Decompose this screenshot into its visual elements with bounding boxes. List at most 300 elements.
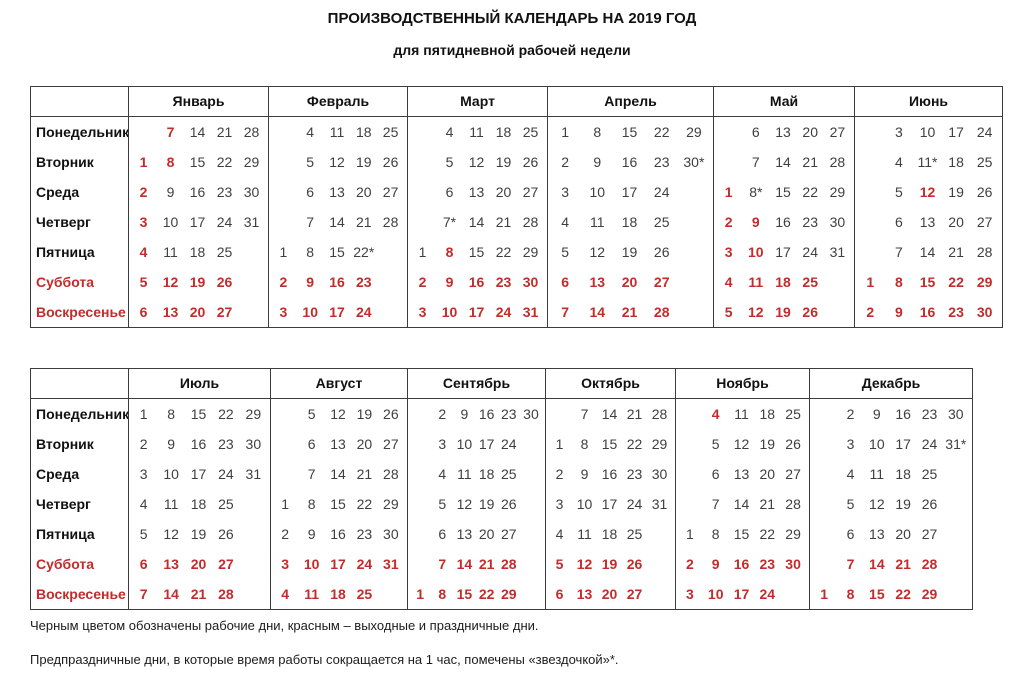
day-cell: 10 bbox=[441, 304, 458, 320]
month-header-row bbox=[31, 369, 972, 399]
weekday-label: Суббота bbox=[36, 274, 95, 290]
day-cell: 1 bbox=[418, 244, 427, 260]
month-header: Май bbox=[713, 87, 854, 116]
day-cell: 29 bbox=[245, 406, 262, 422]
empty-day-cell bbox=[270, 177, 297, 207]
empty-day-cell bbox=[678, 297, 710, 327]
day-cell: 15 bbox=[919, 274, 936, 290]
empty-day-cell bbox=[409, 459, 431, 489]
day-cell: 28 bbox=[382, 214, 399, 230]
day-cell: 27 bbox=[976, 214, 993, 230]
day-cell: 31 bbox=[245, 466, 262, 482]
month-week-cells bbox=[270, 429, 407, 459]
month-week-cells bbox=[854, 207, 1002, 237]
month-week-cells bbox=[713, 297, 854, 327]
day-cell: 14 bbox=[329, 214, 345, 230]
month-week-cells bbox=[809, 489, 972, 519]
day-cell: 18 bbox=[948, 154, 964, 170]
day-cell: 9 bbox=[460, 406, 469, 422]
month-week-cells bbox=[675, 489, 809, 519]
month-week-cells bbox=[128, 489, 270, 519]
day-cell: 20 bbox=[601, 586, 618, 602]
month-week-cells bbox=[128, 549, 270, 579]
day-cell: 29 bbox=[785, 526, 801, 542]
day-cell: 22* bbox=[353, 244, 375, 260]
day-cell: 21 bbox=[802, 154, 818, 170]
month-week-cells bbox=[407, 519, 545, 549]
weekday-row bbox=[31, 147, 1002, 177]
day-cell: 13 bbox=[733, 466, 750, 482]
day-cell: 26 bbox=[218, 526, 234, 542]
day-cell: 16 bbox=[775, 214, 791, 230]
empty-day-cell bbox=[240, 489, 267, 519]
day-cell: 15 bbox=[189, 154, 206, 170]
day-cell: 16 bbox=[919, 304, 936, 320]
day-cell: 2 bbox=[139, 436, 148, 452]
empty-day-cell bbox=[409, 519, 431, 549]
day-cell: 2 bbox=[555, 466, 564, 482]
day-cell: 16 bbox=[468, 274, 485, 290]
empty-day-cell bbox=[943, 549, 969, 579]
day-cell: 14 bbox=[189, 124, 206, 140]
day-cell: 16 bbox=[190, 436, 207, 452]
day-cell: 21 bbox=[190, 586, 207, 602]
day-cell: 23 bbox=[626, 466, 643, 482]
day-cell: 14 bbox=[919, 244, 936, 260]
day-cell: 12 bbox=[733, 436, 750, 452]
day-cell: 8* bbox=[749, 184, 763, 200]
day-cell: 24 bbox=[356, 556, 373, 572]
day-cell: 25 bbox=[216, 244, 233, 260]
month-week-cells bbox=[407, 237, 547, 267]
day-cell: 22 bbox=[802, 184, 818, 200]
day-cell: 10 bbox=[302, 304, 318, 320]
day-cell: 25 bbox=[500, 466, 517, 482]
day-cell: 7 bbox=[166, 124, 175, 140]
weekday-row bbox=[31, 549, 972, 579]
day-cell: 6 bbox=[139, 556, 148, 572]
day-cell: 25 bbox=[802, 274, 818, 290]
day-cell: 26 bbox=[976, 184, 993, 200]
day-cell: 30 bbox=[829, 214, 846, 230]
day-cell: 7 bbox=[438, 556, 447, 572]
weekday-label: Вторник bbox=[36, 436, 94, 452]
day-cell: 13 bbox=[163, 556, 179, 572]
day-cell: 18 bbox=[775, 274, 791, 290]
day-cell: 26 bbox=[522, 154, 539, 170]
day-cell: 11 bbox=[457, 466, 472, 482]
day-cell: 8 bbox=[166, 154, 175, 170]
day-cell: 8 bbox=[167, 406, 175, 422]
month-week-cells bbox=[407, 429, 545, 459]
day-cell: 15 bbox=[329, 244, 345, 260]
day-cell: 30 bbox=[243, 184, 260, 200]
day-cell: 25 bbox=[976, 154, 993, 170]
day-cell: 3 bbox=[438, 436, 447, 452]
empty-day-cell bbox=[240, 519, 267, 549]
empty-day-cell bbox=[780, 579, 806, 609]
day-cell: 28 bbox=[785, 496, 801, 512]
day-cell: 12 bbox=[869, 496, 885, 512]
day-cell: 11 bbox=[163, 244, 178, 260]
day-cell: 11 bbox=[590, 214, 605, 230]
weekday-row bbox=[31, 117, 1002, 147]
day-cell: 9 bbox=[593, 154, 602, 170]
month-week-cells bbox=[547, 237, 713, 267]
day-cell: 2 bbox=[561, 154, 569, 170]
day-cell: 4 bbox=[438, 466, 447, 482]
day-cell: 2 bbox=[866, 304, 875, 320]
weekday-row bbox=[31, 267, 1002, 297]
day-cell: 29 bbox=[976, 274, 993, 290]
day-cell: 11 bbox=[869, 466, 885, 482]
day-cell: 17 bbox=[478, 436, 495, 452]
day-cell: 10 bbox=[163, 466, 179, 482]
day-cell: 14 bbox=[163, 586, 179, 602]
month-week-cells bbox=[547, 147, 713, 177]
empty-day-cell bbox=[270, 207, 297, 237]
day-cell: 24 bbox=[921, 436, 938, 452]
empty-day-cell bbox=[238, 237, 265, 267]
day-cell: 21 bbox=[895, 556, 911, 572]
month-week-cells bbox=[545, 579, 675, 609]
month-week-cells bbox=[547, 177, 713, 207]
day-cell: 1 bbox=[561, 124, 569, 140]
month-header: Январь bbox=[128, 87, 268, 116]
day-cell: 24 bbox=[759, 586, 776, 602]
day-cell: 31 bbox=[651, 496, 668, 512]
day-cell: 23 bbox=[356, 274, 372, 290]
month-week-cells bbox=[545, 519, 675, 549]
day-cell: 9 bbox=[445, 274, 454, 290]
empty-day-cell bbox=[238, 267, 265, 297]
empty-day-cell bbox=[272, 429, 298, 459]
empty-day-cell bbox=[130, 117, 157, 147]
day-cell: 2 bbox=[438, 406, 447, 422]
month-week-cells bbox=[407, 117, 547, 147]
day-cell: 8 bbox=[445, 244, 454, 260]
month-week-cells bbox=[547, 117, 713, 147]
day-cell: 5 bbox=[139, 274, 148, 290]
day-cell: 9 bbox=[166, 184, 175, 200]
day-cell: 7 bbox=[846, 556, 855, 572]
month-week-cells bbox=[545, 399, 675, 429]
day-cell: 30 bbox=[651, 466, 668, 482]
day-cell: 1 bbox=[139, 154, 148, 170]
day-cell: 7* bbox=[442, 214, 457, 230]
day-cell: 23 bbox=[218, 436, 234, 452]
day-cell: 5 bbox=[445, 154, 454, 170]
day-cell: 6 bbox=[139, 304, 148, 320]
calendar-table-jul-dec bbox=[30, 368, 973, 610]
day-cell: 24 bbox=[218, 466, 234, 482]
day-cell: 8 bbox=[593, 124, 602, 140]
empty-day-cell bbox=[409, 117, 436, 147]
month-header: Сентябрь bbox=[407, 369, 545, 398]
day-cell: 13 bbox=[775, 124, 791, 140]
month-header: Октябрь bbox=[545, 369, 675, 398]
day-cell: 20 bbox=[895, 526, 911, 542]
empty-day-cell bbox=[378, 579, 404, 609]
month-week-cells bbox=[270, 489, 407, 519]
month-week-cells bbox=[268, 267, 407, 297]
day-cell: 22 bbox=[895, 586, 911, 602]
calendar-table-jan-jun bbox=[30, 86, 1003, 328]
day-cell: 27 bbox=[921, 526, 938, 542]
day-cell: 18 bbox=[601, 526, 618, 542]
day-cell: 11 bbox=[304, 586, 320, 602]
day-cell: 23 bbox=[759, 556, 776, 572]
day-cell: 3 bbox=[139, 214, 148, 230]
month-week-cells bbox=[675, 579, 809, 609]
day-cell: 10 bbox=[919, 124, 936, 140]
day-cell: 15 bbox=[190, 406, 207, 422]
day-cell: 25 bbox=[218, 496, 234, 512]
day-cell: 15 bbox=[330, 496, 346, 512]
day-cell: 19 bbox=[478, 496, 495, 512]
day-cell: 14 bbox=[733, 496, 750, 512]
day-cell: 8 bbox=[711, 526, 720, 542]
day-cell: 19 bbox=[759, 436, 776, 452]
month-week-cells bbox=[407, 207, 547, 237]
day-cell: 28 bbox=[500, 556, 517, 572]
day-cell: 23 bbox=[802, 214, 818, 230]
month-week-cells bbox=[713, 177, 854, 207]
day-cell: 31 bbox=[383, 556, 399, 572]
day-cell: 29 bbox=[500, 586, 517, 602]
month-week-cells bbox=[128, 429, 270, 459]
day-cell: 23 bbox=[216, 184, 233, 200]
day-cell: 17 bbox=[190, 466, 207, 482]
day-cell: 26 bbox=[216, 274, 233, 290]
day-cell: 24 bbox=[500, 436, 517, 452]
month-week-cells bbox=[128, 177, 268, 207]
day-cell: 27 bbox=[653, 274, 670, 290]
month-week-cells bbox=[407, 147, 547, 177]
month-week-cells bbox=[809, 549, 972, 579]
month-week-cells bbox=[128, 399, 270, 429]
day-cell: 4 bbox=[724, 274, 733, 290]
day-cell: 16 bbox=[478, 406, 495, 422]
weekday-row bbox=[31, 519, 972, 549]
day-cell: 15 bbox=[456, 586, 473, 602]
empty-day-cell bbox=[270, 147, 297, 177]
day-cell: 19 bbox=[356, 154, 372, 170]
month-week-cells bbox=[407, 579, 545, 609]
day-cell: 2 bbox=[724, 214, 733, 230]
month-week-cells bbox=[713, 117, 854, 147]
empty-day-cell bbox=[811, 519, 837, 549]
month-week-cells bbox=[545, 459, 675, 489]
day-cell: 2 bbox=[139, 184, 148, 200]
day-cell: 17 bbox=[621, 184, 638, 200]
day-cell: 13 bbox=[468, 184, 485, 200]
day-cell: 14 bbox=[775, 154, 791, 170]
day-cell: 21 bbox=[759, 496, 776, 512]
day-cell: 24 bbox=[802, 244, 818, 260]
day-cell: 25 bbox=[356, 586, 373, 602]
day-cell: 24 bbox=[626, 496, 643, 512]
day-cell: 19 bbox=[601, 556, 618, 572]
month-week-cells bbox=[270, 399, 407, 429]
weekday-label: Пятница bbox=[36, 526, 95, 542]
day-cell: 2 bbox=[686, 556, 694, 572]
day-cell: 22 bbox=[653, 124, 670, 140]
month-week-cells bbox=[675, 429, 809, 459]
day-cell: 16 bbox=[329, 274, 345, 290]
day-cell: 28 bbox=[653, 304, 670, 320]
empty-day-cell bbox=[377, 267, 404, 297]
empty-day-cell bbox=[824, 267, 851, 297]
day-cell: 27 bbox=[785, 466, 801, 482]
month-week-cells bbox=[270, 459, 407, 489]
day-cell: 5 bbox=[555, 556, 564, 572]
day-cell: 2 bbox=[418, 274, 427, 290]
day-cell: 5 bbox=[724, 304, 733, 320]
month-week-cells bbox=[713, 207, 854, 237]
empty-day-cell bbox=[856, 237, 885, 267]
month-week-cells bbox=[268, 117, 407, 147]
day-cell: 15 bbox=[601, 436, 618, 452]
day-cell: 1 bbox=[139, 406, 148, 422]
month-week-cells bbox=[713, 267, 854, 297]
empty-day-cell bbox=[647, 579, 672, 609]
weekday-label: Воскресенье bbox=[36, 304, 126, 320]
day-cell: 9 bbox=[894, 304, 903, 320]
day-cell: 17 bbox=[329, 304, 345, 320]
day-cell: 10 bbox=[707, 586, 724, 602]
month-week-cells bbox=[407, 399, 545, 429]
day-cell: 17 bbox=[948, 124, 964, 140]
day-cell: 12 bbox=[456, 496, 473, 512]
day-cell: 6 bbox=[561, 274, 569, 290]
day-cell: 14 bbox=[601, 406, 618, 422]
month-week-cells bbox=[854, 147, 1002, 177]
day-cell: 21 bbox=[626, 406, 643, 422]
day-cell: 12 bbox=[162, 274, 179, 290]
day-cell: 19 bbox=[190, 526, 207, 542]
month-header: Июль bbox=[128, 369, 270, 398]
day-cell: 9 bbox=[306, 274, 315, 290]
page-subtitle: для пятидневной рабочей недели bbox=[393, 42, 631, 58]
month-week-cells bbox=[268, 147, 407, 177]
empty-day-cell bbox=[943, 519, 969, 549]
day-cell: 19 bbox=[895, 496, 911, 512]
month-header-row bbox=[31, 87, 1002, 117]
day-cell: 8 bbox=[894, 274, 903, 290]
empty-day-cell bbox=[943, 459, 969, 489]
day-cell: 18 bbox=[495, 124, 512, 140]
day-cell: 3 bbox=[279, 304, 288, 320]
day-cell: 29 bbox=[829, 184, 846, 200]
weekday-label: Суббота bbox=[36, 556, 95, 572]
month-week-cells bbox=[407, 297, 547, 327]
day-cell: 19 bbox=[948, 184, 964, 200]
day-cell: 18 bbox=[190, 496, 207, 512]
empty-day-cell bbox=[677, 489, 703, 519]
day-cell: 21 bbox=[216, 124, 233, 140]
day-cell: 20 bbox=[478, 526, 495, 542]
empty-day-cell bbox=[240, 579, 267, 609]
month-week-cells bbox=[854, 117, 1002, 147]
day-cell: 31 bbox=[829, 244, 846, 260]
day-cell: 21 bbox=[478, 556, 495, 572]
day-cell: 8 bbox=[846, 586, 855, 602]
day-cell: 30 bbox=[383, 526, 399, 542]
day-cell: 20 bbox=[759, 466, 776, 482]
weekday-row bbox=[31, 237, 1002, 267]
day-cell: 8 bbox=[307, 496, 316, 512]
month-week-cells bbox=[128, 237, 268, 267]
day-cell: 19 bbox=[189, 274, 206, 290]
weekday-row bbox=[31, 429, 972, 459]
month-week-cells bbox=[128, 117, 268, 147]
day-cell: 18 bbox=[356, 124, 372, 140]
day-cell: 12 bbox=[163, 526, 179, 542]
day-cell: 10 bbox=[303, 556, 320, 572]
empty-day-cell bbox=[547, 399, 572, 429]
day-cell: 22 bbox=[478, 586, 495, 602]
month-week-cells bbox=[713, 237, 854, 267]
day-cell: 22 bbox=[356, 496, 373, 512]
month-week-cells bbox=[128, 297, 268, 327]
month-week-cells bbox=[268, 177, 407, 207]
empty-day-cell bbox=[856, 207, 885, 237]
empty-day-cell bbox=[409, 399, 431, 429]
month-week-cells bbox=[407, 489, 545, 519]
day-cell: 18 bbox=[759, 406, 776, 422]
day-cell: 6 bbox=[555, 586, 564, 602]
day-cell: 26 bbox=[382, 154, 399, 170]
day-cell: 10 bbox=[869, 436, 885, 452]
day-cell: 20 bbox=[495, 184, 512, 200]
day-cell: 28 bbox=[976, 244, 993, 260]
month-week-cells bbox=[809, 429, 972, 459]
empty-day-cell bbox=[409, 489, 431, 519]
day-cell: 20 bbox=[190, 556, 207, 572]
month-week-cells bbox=[128, 579, 270, 609]
empty-day-cell bbox=[811, 459, 837, 489]
month-week-cells bbox=[854, 237, 1002, 267]
empty-day-cell bbox=[270, 117, 297, 147]
month-week-cells bbox=[547, 267, 713, 297]
day-cell: 25 bbox=[522, 124, 539, 140]
day-cell: 11 bbox=[734, 406, 749, 422]
day-cell: 6 bbox=[307, 436, 316, 452]
day-cell: 23 bbox=[495, 274, 512, 290]
day-cell: 27 bbox=[216, 304, 233, 320]
day-cell: 10 bbox=[456, 436, 473, 452]
day-cell: 12 bbox=[468, 154, 485, 170]
month-week-cells bbox=[713, 147, 854, 177]
day-cell: 11 bbox=[469, 124, 484, 140]
day-cell: 31 bbox=[522, 304, 539, 320]
day-cell: 23 bbox=[653, 154, 670, 170]
day-cell: 29 bbox=[686, 124, 702, 140]
day-cell: 5 bbox=[894, 184, 903, 200]
day-cell: 30 bbox=[976, 304, 993, 320]
empty-day-cell bbox=[520, 429, 542, 459]
day-cell: 3 bbox=[418, 304, 427, 320]
day-cell: 6 bbox=[438, 526, 447, 542]
empty-day-cell bbox=[678, 237, 710, 267]
empty-day-cell bbox=[409, 207, 436, 237]
empty-day-cell bbox=[377, 237, 404, 267]
day-cell: 9 bbox=[872, 406, 881, 422]
month-week-cells bbox=[407, 177, 547, 207]
day-cell: 4 bbox=[139, 244, 148, 260]
day-cell: 22 bbox=[626, 436, 643, 452]
